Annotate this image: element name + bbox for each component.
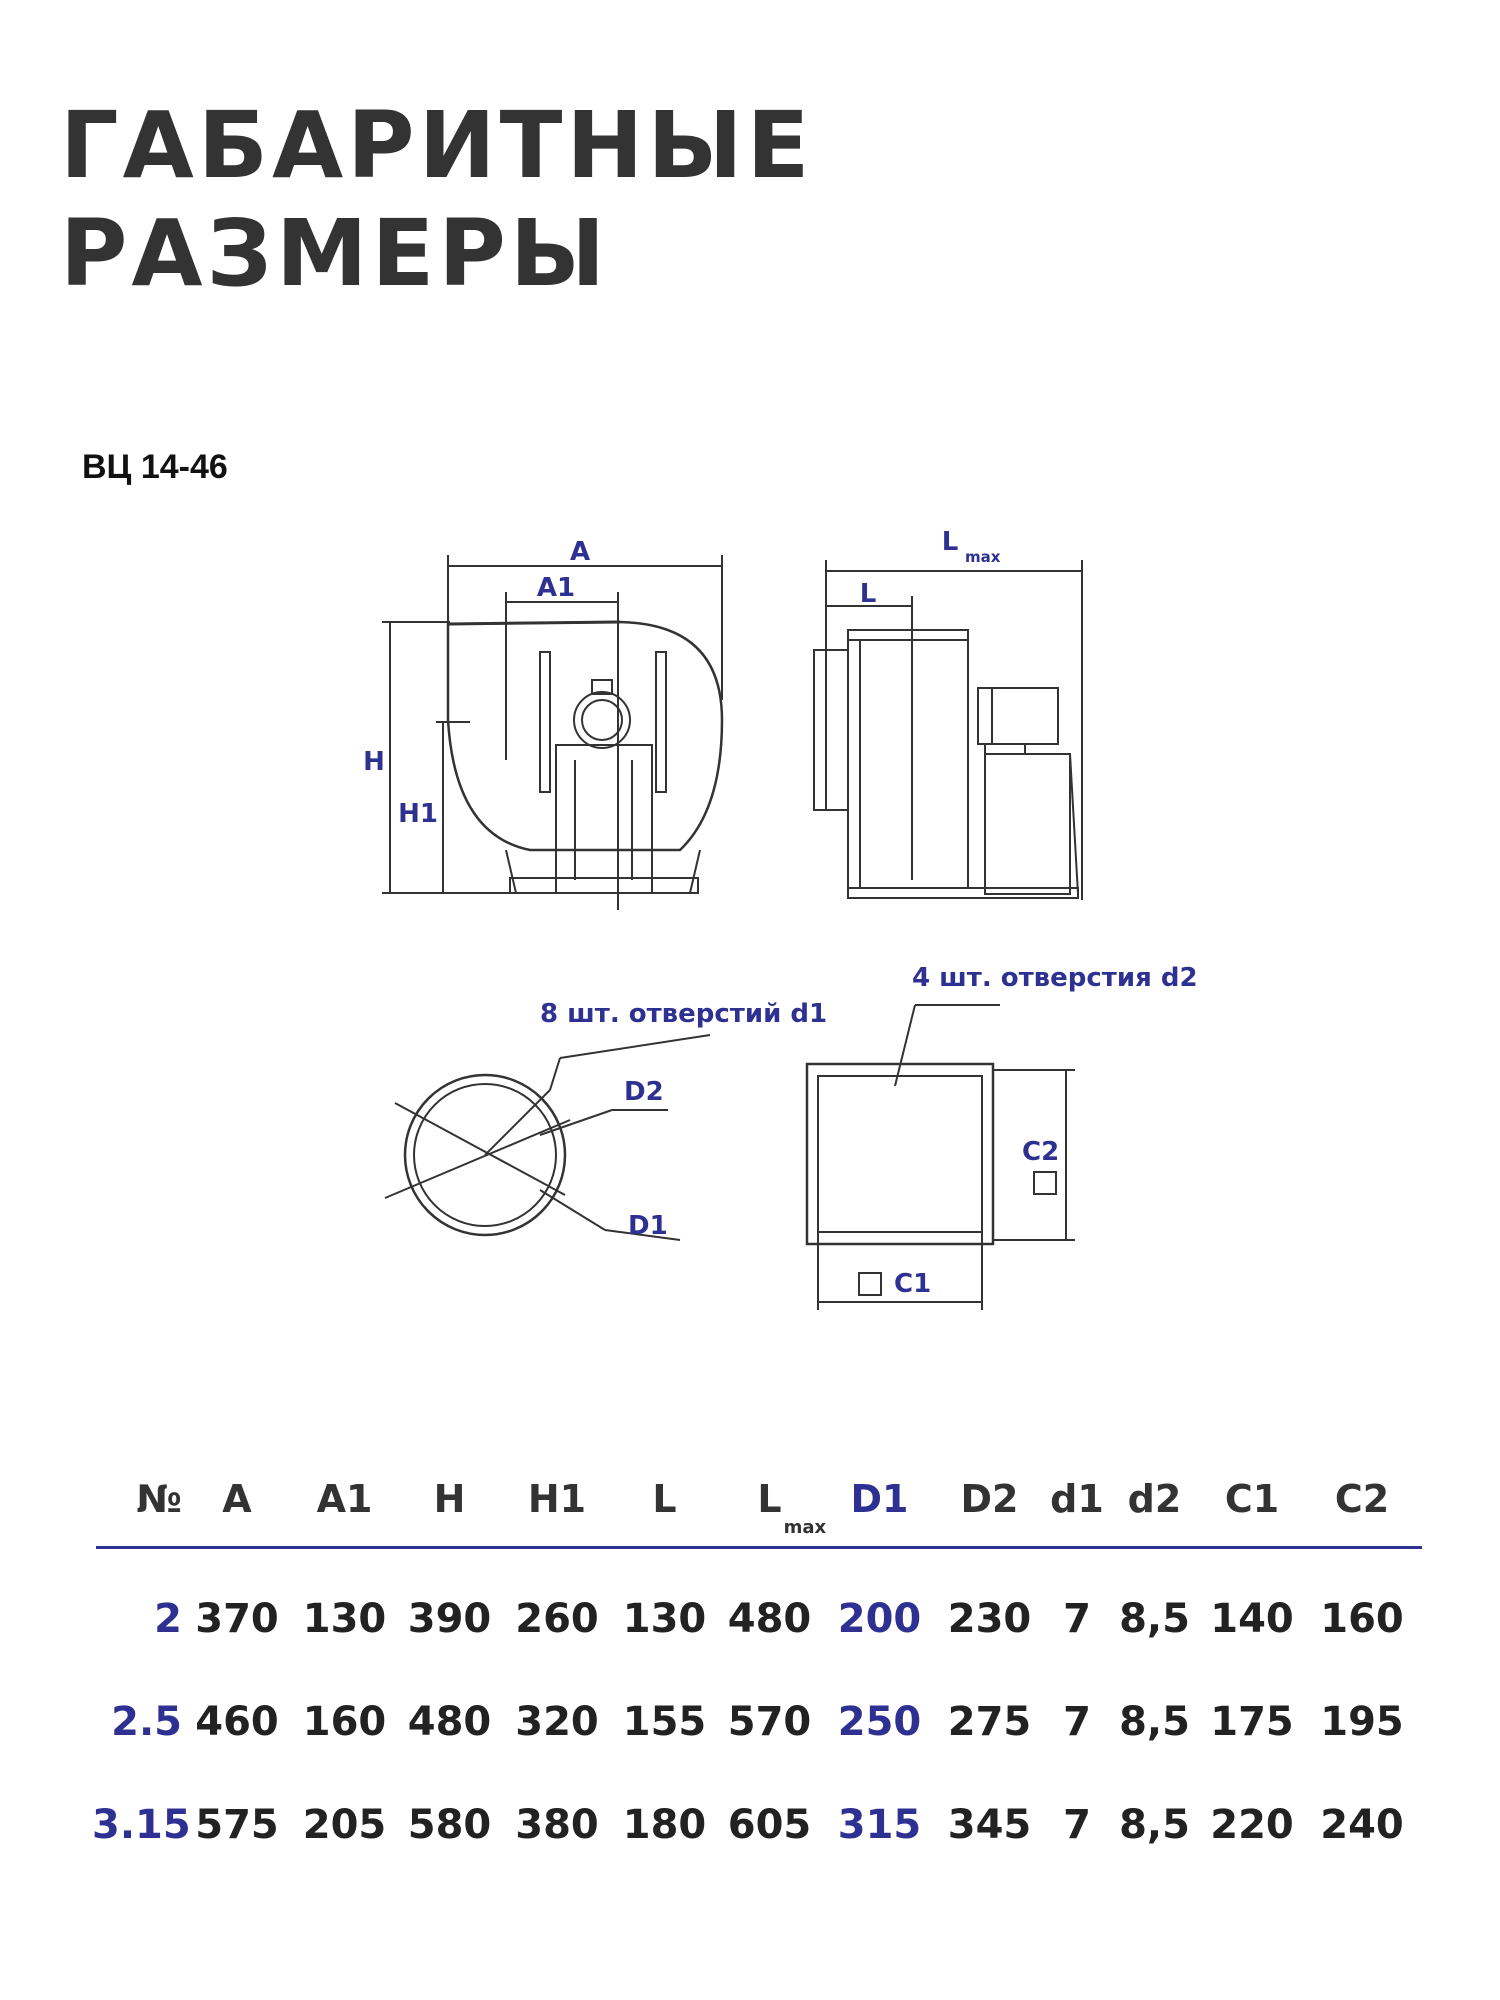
cell-a1: 160	[302, 1698, 387, 1745]
header-a: A	[222, 1477, 252, 1521]
label-L: L	[859, 579, 877, 609]
cell-d1: 7	[1063, 1801, 1091, 1848]
header-h: H	[433, 1477, 466, 1521]
cell-c1: 175	[1210, 1698, 1294, 1745]
cell-h1: 320	[515, 1698, 599, 1745]
header-divider	[96, 1546, 1422, 1549]
cell-h1: 260	[515, 1595, 599, 1642]
cell-no: 3.15	[92, 1801, 191, 1848]
header-d2: d2	[1127, 1477, 1182, 1521]
table-header	[92, 1460, 1422, 1538]
header-a1: A1	[316, 1477, 373, 1521]
cell-a1: 205	[302, 1801, 387, 1848]
cell-c1: 140	[1210, 1595, 1294, 1642]
side-view	[814, 560, 1082, 900]
label-D1: D1	[628, 1211, 668, 1241]
cell-d2-upper: 230	[947, 1595, 1032, 1642]
cell-d2: 8,5	[1119, 1801, 1190, 1848]
front-view	[382, 555, 722, 910]
cell-d2-upper: 275	[947, 1698, 1032, 1745]
label-C2: C2	[1022, 1137, 1060, 1167]
label-C1: C1	[894, 1269, 932, 1299]
table-row	[92, 1773, 1422, 1876]
cell-a: 370	[195, 1595, 279, 1642]
label-H: H	[363, 747, 385, 777]
cell-c2: 195	[1320, 1698, 1404, 1745]
cell-c2: 240	[1320, 1801, 1404, 1848]
header-lmax-sub: max	[783, 1517, 827, 1538]
header-h1: H1	[527, 1477, 587, 1521]
header-d2-upper: D2	[960, 1477, 1019, 1521]
page-title-line-1: ГАБАРИТНЫЕ	[60, 92, 814, 199]
cell-l: 155	[622, 1698, 707, 1745]
cell-h: 480	[407, 1698, 492, 1745]
cell-d2-upper: 345	[947, 1801, 1032, 1848]
cell-h: 390	[407, 1595, 492, 1642]
dimensions-table	[92, 1460, 1422, 1876]
label-Lmax-sub: max	[965, 548, 1001, 566]
cell-no: 2	[154, 1595, 182, 1642]
model-label: ВЦ 14-46	[82, 448, 228, 486]
cell-lmax: 605	[727, 1801, 812, 1848]
header-c2: C2	[1334, 1477, 1390, 1521]
cell-d1: 7	[1063, 1698, 1091, 1745]
cell-c2: 160	[1320, 1595, 1404, 1642]
cell-a: 575	[195, 1801, 279, 1848]
header-c1: C1	[1224, 1477, 1280, 1521]
cell-no: 2.5	[111, 1698, 182, 1745]
cell-h1: 380	[515, 1801, 599, 1848]
header-l: L	[652, 1477, 677, 1521]
label-Lmax: L	[941, 527, 959, 557]
cell-l: 180	[622, 1801, 707, 1848]
header-d1: d1	[1050, 1477, 1104, 1521]
label-H1: H1	[398, 799, 438, 829]
label-holes-d2: 4 шт. отверстия d2	[912, 963, 1198, 993]
header-lmax	[717, 1477, 827, 1538]
label-holes-d1: 8 шт. отверстий d1	[540, 999, 828, 1029]
cell-d2: 8,5	[1119, 1698, 1190, 1745]
cell-a1: 130	[302, 1595, 387, 1642]
table-row	[92, 1670, 1422, 1773]
header-lmax-base: L	[757, 1477, 782, 1521]
cell-d1-upper: 250	[837, 1698, 922, 1745]
table-row	[92, 1567, 1422, 1670]
cell-d2: 8,5	[1119, 1595, 1190, 1642]
header-no: №	[136, 1477, 182, 1521]
cell-d1: 7	[1063, 1595, 1091, 1642]
cell-c1: 220	[1210, 1801, 1294, 1848]
cell-l: 130	[622, 1595, 707, 1642]
cell-d1-upper: 315	[837, 1801, 922, 1848]
label-A: A	[569, 537, 591, 567]
header-d1-upper: D1	[850, 1477, 909, 1521]
label-A1: A1	[536, 573, 576, 603]
cell-a: 460	[195, 1698, 279, 1745]
cell-h: 580	[407, 1801, 492, 1848]
page-title-line-2: РАЗМЕРЫ	[60, 200, 610, 307]
cell-lmax: 480	[727, 1595, 812, 1642]
cell-lmax: 570	[727, 1698, 812, 1745]
cell-d1-upper: 200	[837, 1595, 922, 1642]
label-D2: D2	[624, 1077, 664, 1107]
round-flange	[385, 1035, 710, 1240]
